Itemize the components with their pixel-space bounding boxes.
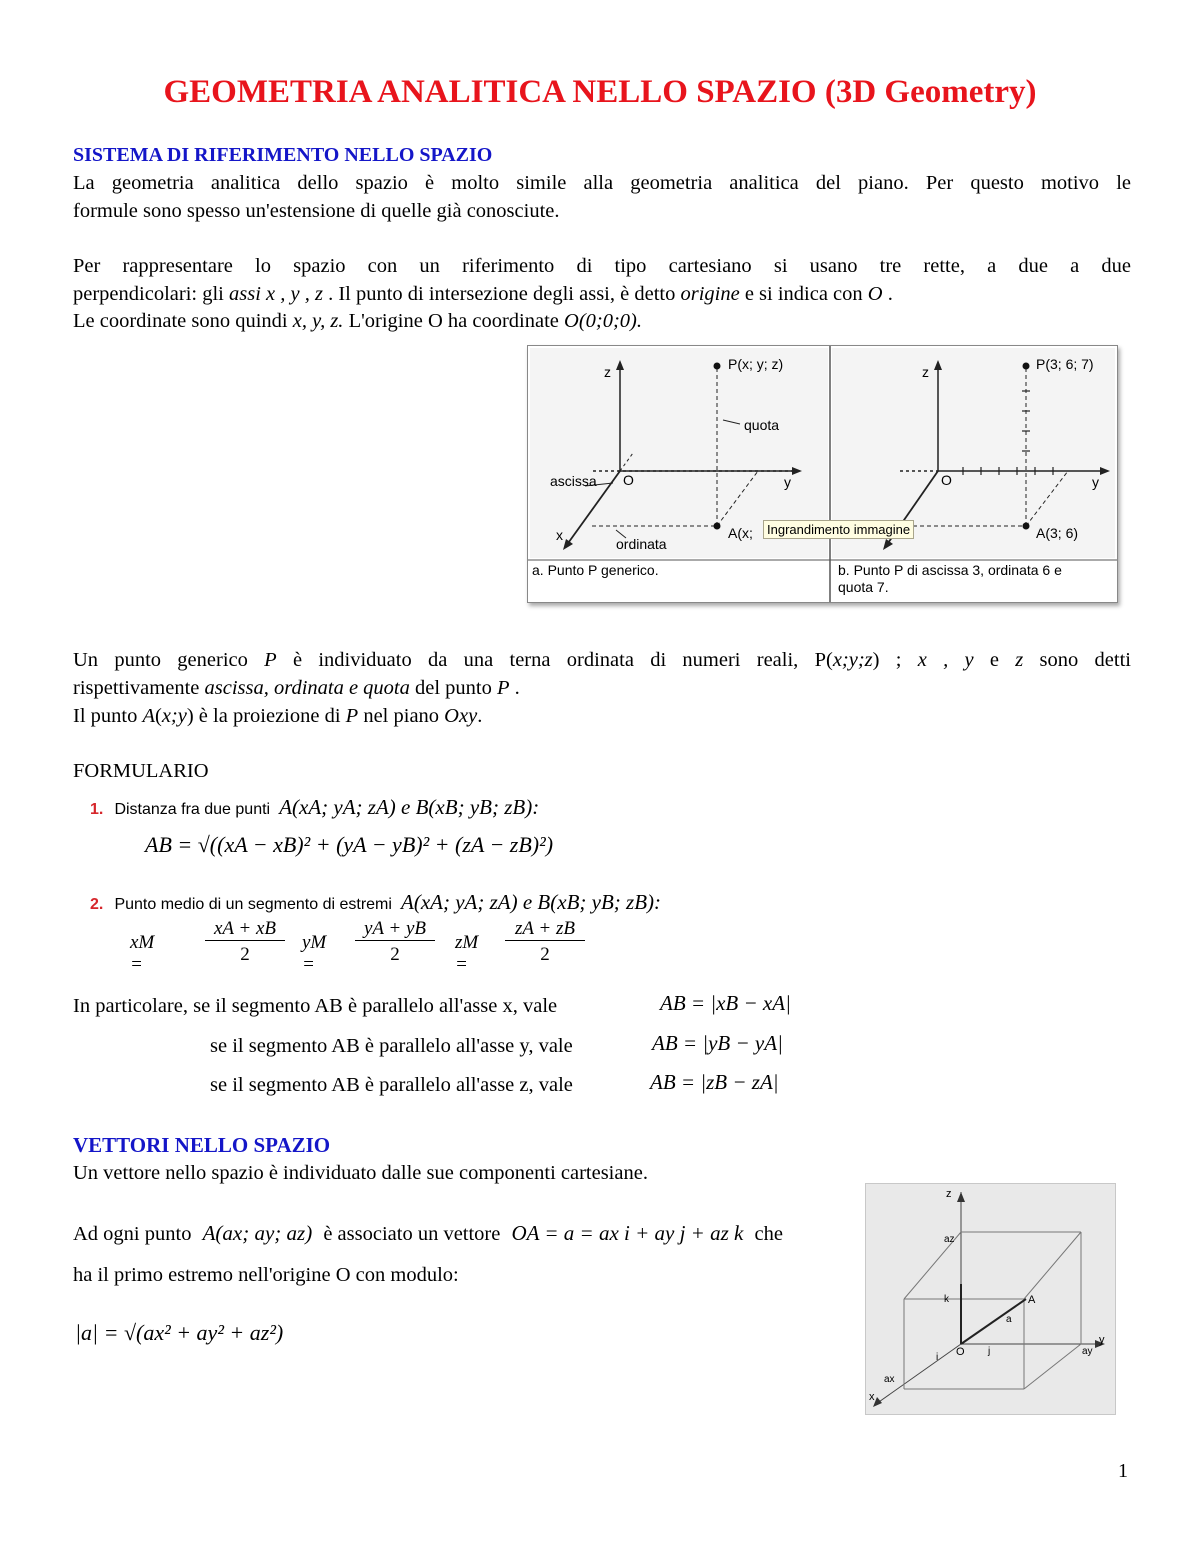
text: che [754, 1223, 783, 1245]
point-p-label: P(x; y; z) [728, 356, 784, 372]
unit-j-label: j [988, 1346, 991, 1357]
text: . Il punto di intersezione degli assi, è detto [322, 283, 681, 305]
page-title: GEOMETRIA ANALITICA NELLO SPAZIO (3D Geometry) [163, 74, 1037, 110]
axis-label-z-right: z [922, 364, 929, 380]
item-points: A(xA; yA; zA) e B(xB; yB; zB): [401, 890, 662, 914]
text: . [509, 677, 520, 699]
text: Il punto [73, 705, 143, 727]
paragraph-axes-line2 [73, 281, 893, 309]
vettori-line3: ha il primo estremo nell'origine O con modulo: [73, 1264, 459, 1286]
text: . [882, 283, 893, 305]
origin-label: O [956, 1346, 965, 1358]
caption-a: a. Punto P generico. [532, 562, 659, 578]
zm-denominator: 2 [540, 944, 550, 965]
az-label: az [944, 1234, 955, 1245]
text: Un punto generico [73, 649, 265, 671]
text: sono detti [1023, 649, 1131, 671]
text-italic: x;y [161, 705, 187, 727]
text-italic: z [1015, 649, 1024, 671]
zm-label: zM = [455, 932, 479, 975]
text-italic: origine [680, 283, 740, 305]
ascissa-label: ascissa [550, 473, 597, 489]
zm-numerator: zA + zB [505, 918, 585, 941]
text-italic: Oxy [444, 705, 478, 727]
parallel-y-text: se il segmento AB è parallelo all'asse y, vale [210, 1035, 573, 1057]
vector-formula: OA = a = ax i + ay j + az k [511, 1221, 744, 1245]
parallel-z-text: se il segmento AB è parallelo all'asse z, vale [210, 1074, 573, 1096]
item-points: A(xA; yA; zA) e B(xB; yB; zB): [279, 795, 540, 819]
axis-label-x: x [556, 527, 563, 543]
ordinata-label: ordinata [616, 536, 667, 552]
origin-label-right: O [941, 472, 952, 488]
page-number: 1 [1118, 1460, 1128, 1482]
paragraph-point-line3 [73, 703, 482, 731]
ay-label: ay [1082, 1346, 1093, 1357]
point-a-label: A [1028, 1294, 1036, 1306]
axis-label-x: x [869, 1391, 875, 1403]
formulario-heading: FORMULARIO [73, 760, 209, 782]
xm-label: xM = [130, 932, 155, 975]
vettori-line1: Un vettore nello spazio è individuato dalle sue componenti cartesiane. [73, 1162, 648, 1184]
vector-a-label: a [1006, 1314, 1012, 1325]
xm-numerator: xA + xB [205, 918, 285, 941]
caption-b-line2: quota 7. [838, 579, 889, 595]
paragraph-intro-line2: formule sono spesso un'estensione di quelle già conosciute. [73, 200, 560, 222]
text-italic: x , y [917, 649, 974, 671]
quota-label: quota [744, 417, 780, 433]
text-italic: assi x , y , z [228, 283, 323, 305]
paragraph-axes-line3 [73, 308, 642, 336]
text: . [477, 705, 483, 727]
axis-label-z: z [604, 364, 611, 380]
point-a-label: A(x; [728, 525, 753, 541]
distance-formula: AB = √((xA − xB)² + (yA − yB)² + (zA − zB)²) [145, 832, 554, 857]
item-text: Punto medio di un segmento di estremi [114, 896, 392, 913]
ym-label: yM = [302, 932, 327, 975]
text-italic: x, y, z. [292, 310, 344, 332]
ym-numerator: yA + yB [355, 918, 435, 941]
section-heading-vettori: VETTORI NELLO SPAZIO [73, 1133, 331, 1157]
text: nel piano [358, 705, 445, 727]
figure-cartesian-points [527, 345, 1118, 603]
xm-denominator: 2 [240, 944, 250, 965]
text: ( [155, 705, 162, 727]
parallel-y-formula: AB = |yB − yA| [652, 1031, 783, 1055]
text: del punto [409, 677, 498, 699]
unit-k-label: k [944, 1294, 949, 1305]
text-italic: P [497, 677, 510, 699]
figure-vector-space [865, 1183, 1116, 1415]
text: perpendicolari: gli [73, 283, 229, 305]
axis-label-y: y [1099, 1334, 1105, 1346]
text-italic: ascissa, ordinata e quota [204, 677, 410, 699]
text: è individuato da una terna ordinata di numeri reali, P( [276, 649, 833, 671]
text: e [973, 649, 1016, 671]
paragraph-intro-line1: La geometria analitica dello spazio è molto simile alla geometria analitica del piano. Per questo motivo le [73, 172, 1131, 194]
origin-label: O [623, 472, 634, 488]
unit-i-label: i [936, 1352, 939, 1363]
text: rispettivamente [73, 677, 205, 699]
ax-label: ax [884, 1374, 895, 1385]
figure-vector-svg [866, 1184, 1115, 1414]
parallel-x-formula: AB = |xB − xA| [660, 991, 791, 1015]
parallel-x-text: In particolare, se il segmento AB è parallelo all'asse x, vale [73, 995, 558, 1017]
text: ) ; [872, 649, 918, 671]
text: e si indica con [739, 283, 868, 305]
section-heading-sistema: SISTEMA DI RIFERIMENTO NELLO SPAZIO [73, 144, 493, 166]
point-a-right-label: A(3; 6) [1036, 525, 1079, 541]
item-number: 2. [90, 896, 104, 913]
axis-label-y-right: y [1092, 474, 1099, 490]
text: ) è la proiezione di [186, 705, 346, 727]
text-italic: P [345, 705, 359, 727]
paragraph-axes-line1: Per rappresentare lo spazio con un riferimento di tipo cartesiano si usano tre rette, a due a due [73, 255, 1131, 277]
text: Ad ogni punto [73, 1223, 192, 1245]
formula-item-1 [90, 795, 539, 820]
caption-b-line1: b. Punto P di ascissa 3, ordinata 6 e [838, 562, 1062, 578]
tooltip-ingrandimento: Ingrandimento immagine [763, 520, 914, 539]
axis-label-z: z [946, 1188, 952, 1200]
item-text: Distanza fra due punti [114, 801, 271, 818]
formula-item-2 [90, 890, 661, 915]
text-italic: x;y;z [832, 649, 873, 671]
axis-label-y: y [784, 474, 791, 490]
parallel-z-formula: AB = |zB − zA| [650, 1070, 779, 1094]
text: è associato un vettore [323, 1223, 501, 1245]
point-a-formula: A(ax; ay; az) [202, 1221, 313, 1245]
text-italic: A [142, 705, 155, 727]
text-italic: P [264, 649, 277, 671]
text-italic: O(0;0;0). [564, 310, 643, 332]
modulo-formula: |a| = √(ax² + ay² + az²) [75, 1320, 284, 1345]
text: L'origine O ha coordinate [343, 310, 565, 332]
item-number: 1. [90, 801, 104, 818]
text-italic: O [867, 283, 883, 305]
paragraph-point-line2 [73, 675, 520, 703]
vettori-line2 [73, 1220, 853, 1249]
ym-denominator: 2 [390, 944, 400, 965]
text: Le coordinate sono quindi [73, 310, 293, 332]
point-p-right-label: P(3; 6; 7) [1036, 356, 1094, 372]
paragraph-point-line1 [73, 647, 1131, 675]
